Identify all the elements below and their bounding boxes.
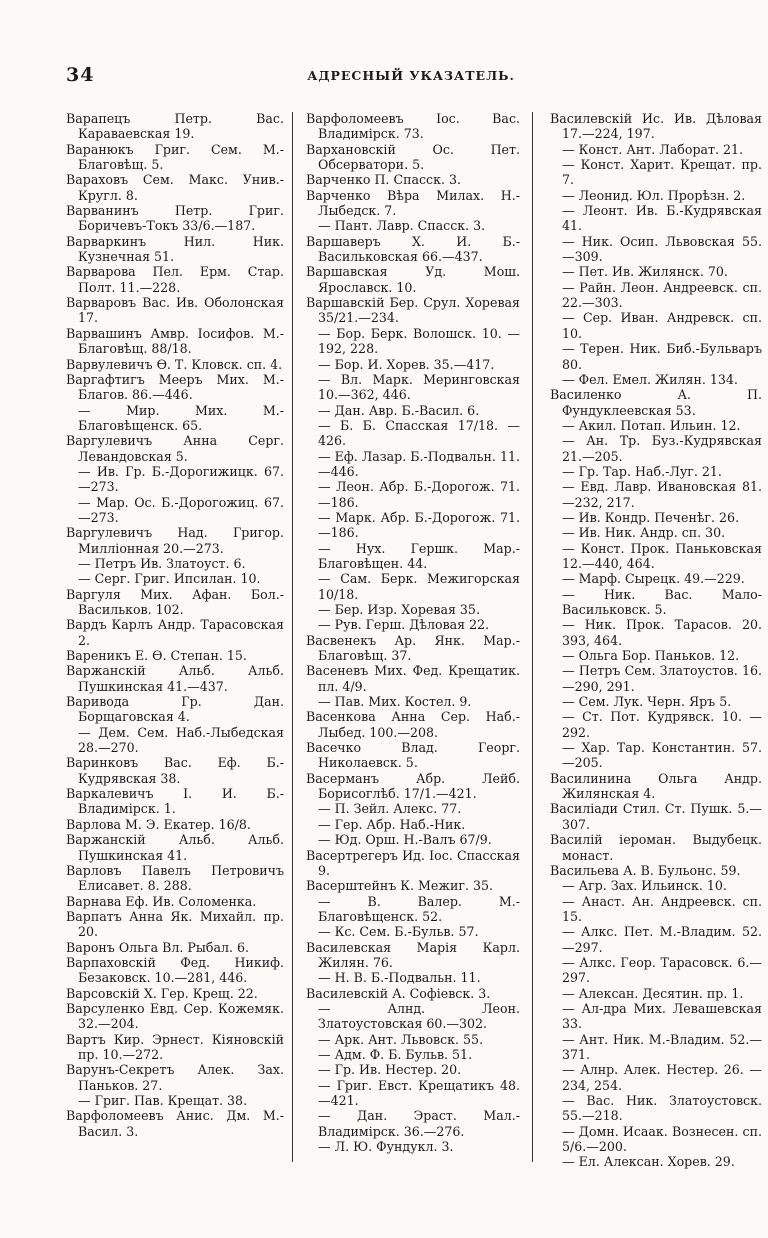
directory-subentry: — Серг. Григ. Ипсилан. 10. <box>66 571 284 586</box>
directory-subentry: — Мар. Ос. Б.-Дорогожиц. 67.—273. <box>66 495 284 526</box>
directory-entry: Васерманъ Абр. Лейб. Борисоглѣб. 17/1.—421. <box>306 770 520 802</box>
directory-subentry: — Б. Б. Спасская 17/18. —426. <box>306 418 520 449</box>
directory-subentry: — Мир. Мих. М.-Благовѣщенск. 65. <box>66 403 284 434</box>
directory-entry: Вараховъ Сем. Макс. Унив.-Кругл. 8. <box>66 172 284 203</box>
directory-entry: Варпаховскій Фед. Никиф. Безаковск. 10.—281, 446. <box>66 954 284 986</box>
directory-subentry: — Фел. Емел. Жилян. 134. <box>550 372 762 387</box>
column-middle <box>306 111 520 1154</box>
directory-subentry: — Алкс. Пет. М.-Владим. 52.—297. <box>550 924 762 955</box>
directory-subentry: — Григ. Евст. Крещатикъ 48.—421. <box>306 1078 520 1109</box>
directory-entry: Варунъ-Секретъ Алек. Зах. Паньков. 27. <box>66 1062 284 1093</box>
directory-subentry: — Юд. Орш. Н.-Валъ 67/9. <box>306 832 520 847</box>
directory-entry: Василевскій Ис. Ив. Дѣловая 17.—224, 197. <box>550 111 762 142</box>
directory-entry: Варванинъ Петр. Григ. Боричевъ-Токъ 33/6.—187. <box>66 203 284 234</box>
directory-subentry: — Арк. Ант. Львовск. 55. <box>306 1032 520 1047</box>
directory-subentry: — Конст. Харит. Крещат. пр. 7. <box>550 157 762 188</box>
directory-subentry: — Кс. Сем. Б.-Бульв. 57. <box>306 924 520 939</box>
directory-entry: Варнава Еф. Ив. Соломенка. <box>66 893 257 909</box>
column-divider-right <box>532 112 533 1162</box>
directory-entry: Василинина Ольга Андр. Жилянская 4. <box>550 770 762 802</box>
directory-entry: Василіади Стил. Ст. Пушк. 5.—307. <box>550 801 762 832</box>
directory-subentry: — Домн. Исаак. Вознесен. сп. 5/6.—200. <box>550 1124 762 1155</box>
directory-entry: Варвашинъ Амвр. Іосифов. М.-Благовѣщ. 88/18. <box>66 325 284 357</box>
directory-subentry: — Гр. Ив. Нестер. 20. <box>306 1062 520 1077</box>
directory-subentry: — Ант. Ник. М.-Владим. 52.—371. <box>550 1032 762 1063</box>
directory-subentry: — Леонид. Юл. Прорѣзн. 2. <box>550 188 762 203</box>
directory-subentry: — Ник. Прок. Тарасов. 20. 393, 464. <box>550 617 762 648</box>
directory-entry: Васенкова Анна Сер. Наб.-Лыбед. 100.—208. <box>306 709 520 740</box>
directory-subentry: — Акил. Потап. Ильин. 12. <box>550 418 762 433</box>
directory-entry: Варонъ Ольга Вл. Рыбал. 6. <box>66 939 249 955</box>
column-left <box>66 111 284 1139</box>
directory-subentry: — Ел. Алексан. Хорев. 29. <box>550 1154 762 1169</box>
directory-subentry: — Анаст. Ан. Андреевск. сп. 15. <box>550 894 762 925</box>
directory-subentry: — Райн. Леон. Андреевск. сп. 22.—303. <box>550 280 762 311</box>
directory-subentry: — Вл. Марк. Меринговская 10.—362, 446. <box>306 372 520 403</box>
directory-subentry: — Алнр. Алек. Нестер. 26. —234, 254. <box>550 1062 762 1093</box>
directory-entry: Варгуля Мих. Афан. Бол.-Васильков. 102. <box>66 586 284 617</box>
directory-entry: Варсовскій Х. Гер. Крещ. 22. <box>66 985 258 1001</box>
directory-subentry: — Петръ Сем. Златоустов. 16.—290, 291. <box>550 663 762 694</box>
directory-subentry: — Дем. Сем. Наб.-Лыбедская 28.—270. <box>66 725 284 756</box>
directory-entry: Васечко Влад. Георг. Николаевск. 5. <box>306 740 520 771</box>
directory-subentry: — Петръ Ив. Златоуст. 6. <box>66 556 284 571</box>
directory-entry: Варваровъ Вас. Ив. Оболонская 17. <box>66 295 284 326</box>
directory-subentry: — Алнд. Леон. Златоустовская 60.—302. <box>306 1001 520 1032</box>
directory-subentry: — Ан. Тр. Буз.-Кудрявская 21.—205. <box>550 433 762 464</box>
directory-entry: Варшаверъ Х. И. Б.-Васильковская 66.—437. <box>306 233 520 265</box>
page-title: АДРЕСНЫЙ УКАЗАТЕЛЬ. <box>307 68 515 83</box>
directory-subentry: — Григ. Пав. Крещат. 38. <box>66 1093 284 1108</box>
directory-entry: Васильева А. В. Бульонс. 59. <box>550 862 741 878</box>
directory-entry: Вардъ Карлъ Андр. Тарасовская 2. <box>66 617 284 648</box>
directory-entry: Васерштейнъ К. Межиг. 35. <box>306 878 493 894</box>
directory-entry: Варанюкъ Григ. Сем. М.-Благовѣщ. 5. <box>66 141 284 173</box>
directory-entry: Варлова М. Э. Екатер. 16/8. <box>66 816 251 832</box>
directory-entry: Варченко П. Спасск. 3. <box>306 172 461 188</box>
directory-subentry: — Вас. Ник. Златоустовск. 55.—218. <box>550 1093 762 1124</box>
directory-entry: Вартъ Кир. Эрнест. Кіяновскій пр. 10.—272. <box>66 1031 284 1062</box>
column-right <box>550 111 762 1170</box>
directory-entry: Варапецъ Петр. Вас. Караваевская 19. <box>66 111 284 142</box>
directory-entry: Варварова Пел. Ерм. Стар. Полт. 11.—228. <box>66 264 284 295</box>
directory-entry: Варваркинъ Нил. Ник. Кузнечная 51. <box>66 233 284 265</box>
directory-entry: Васеневъ Мих. Фед. Крещатик. пл. 4/9. <box>306 663 520 694</box>
directory-entry: Василевскій А. Софіевск. 3. <box>306 985 491 1001</box>
directory-subentry: — Евд. Лавр. Ивановская 81.—232, 217. <box>550 479 762 510</box>
directory-subentry: — Нух. Гершк. Мар.-Благовѣщен. 44. <box>306 541 520 572</box>
directory-subentry: — Агр. Зах. Ильинск. 10. <box>550 878 762 893</box>
directory-entry: Варгулевичъ Над. Григор. Милліонная 20.—273. <box>66 525 284 556</box>
directory-subentry: — Алексан. Десятин. пр. 1. <box>550 986 762 1001</box>
directory-subentry: — Пет. Ив. Жилянск. 70. <box>550 264 762 279</box>
directory-entry: Варжанскій Альб. Альб. Пушкинская 41.—437. <box>66 663 284 694</box>
directory-subentry: — Конст. Ант. Лаборат. 21. <box>550 142 762 157</box>
directory-subentry: — Сем. Лук. Черн. Яръ 5. <box>550 694 762 709</box>
directory-subentry: — Ив. Ник. Андр. сп. 30. <box>550 525 762 540</box>
directory-subentry: — Ник. Осип. Львовская 55.—309. <box>550 234 762 265</box>
directory-subentry: — П. Зейл. Алекс. 77. <box>306 801 520 816</box>
directory-entry: Варфоломеевъ Іос. Вас. Владимірск. 73. <box>306 111 520 142</box>
directory-entry: Варгафтигъ Мееръ Мих. М.-Благов. 86.—446. <box>66 371 284 403</box>
directory-entry: Варловъ Павелъ Петровичъ Елисавет. 8. 288. <box>66 862 284 894</box>
directory-entry: Вархановскій Ос. Пет. Обсерватори. 5. <box>306 141 520 173</box>
directory-subentry: — Конст. Прок. Паньковская 12.—440, 464. <box>550 541 762 572</box>
directory-subentry: — Гр. Тар. Наб.-Луг. 21. <box>550 464 762 479</box>
directory-subentry: — Леон. Абр. Б.-Дорогож. 71.—186. <box>306 479 520 510</box>
directory-entry: Варпатъ Анна Як. Михайл. пр. 20. <box>66 908 284 940</box>
directory-entry: Варшавскій Бер. Срул. Хоревая 35/21.—234. <box>306 295 520 326</box>
directory-subentry: — Терен. Ник. Биб.-Бульваръ 80. <box>550 341 762 372</box>
directory-entry: Василенко А. П. Фундуклеевская 53. <box>550 387 762 418</box>
directory-subentry: — В. Валер. М.-Благовѣщенск. 52. <box>306 894 520 925</box>
directory-entry: Варвулевичъ Ѳ. Т. Кловск. сп. 4. <box>66 356 283 372</box>
directory-subentry: — Сер. Иван. Андревск. сп. 10. <box>550 310 762 341</box>
directory-entry: Варсуленко Евд. Сер. Кожемяк. 32.—204. <box>66 1000 284 1032</box>
directory-subentry: — Ст. Пот. Кудрявск. 10. —292. <box>550 709 762 740</box>
directory-subentry: — Леонт. Ив. Б.-Кудрявская 41. <box>550 203 762 234</box>
directory-entry: Варкалевичъ І. И. Б.-Владимірск. 1. <box>66 786 284 817</box>
directory-subentry: — Марф. Сырецк. 49.—229. <box>550 571 762 586</box>
directory-entry: Варжанскій Альб. Альб. Пушкинская 41. <box>66 832 284 863</box>
directory-subentry: — Алкс. Геор. Тарасовск. 6.—297. <box>550 955 762 986</box>
directory-subentry: — Бор. Берк. Волошск. 10. —192, 228. <box>306 326 520 357</box>
directory-subentry: — Бор. И. Хорев. 35.—417. <box>306 357 520 372</box>
column-divider-left <box>292 112 293 1162</box>
directory-subentry: — Марк. Абр. Б.-Дорогож. 71.—186. <box>306 510 520 541</box>
directory-subentry: — Гер. Абр. Наб.-Ник. <box>306 817 520 832</box>
directory-entry: Васертрегеръ Ид. Іос. Спасская 9. <box>306 847 520 878</box>
directory-subentry: — Адм. Ф. Б. Бульв. 51. <box>306 1047 520 1062</box>
directory-subentry: — Л. Ю. Фундукл. 3. <box>306 1139 520 1154</box>
directory-entry: Василій іероман. Выдубецк. монаст. <box>550 832 762 863</box>
directory-subentry: — Еф. Лазар. Б.-Подвальн. 11.—446. <box>306 449 520 480</box>
directory-entry: Варшавская Уд. Мош. Ярославск. 10. <box>306 264 520 295</box>
directory-subentry: — Дан. Эраст. Мал.-Владимірск. 36.—276. <box>306 1108 520 1139</box>
page-number: 34 <box>66 64 95 86</box>
directory-entry: Васвенекъ Ар. Янк. Мар.-Благовѣщ. 37. <box>306 632 520 664</box>
directory-entry: Варфоломеевъ Анис. Дм. М.-Васил. 3. <box>66 1108 284 1139</box>
directory-subentry: — Пав. Мих. Костел. 9. <box>306 694 520 709</box>
page-header <box>66 64 756 86</box>
directory-subentry: — Пант. Лавр. Спасск. 3. <box>306 218 520 233</box>
directory-subentry: — Н. В. Б.-Подвальн. 11. <box>306 970 520 985</box>
directory-entry: Варивода Гр. Дан. Борщаговская 4. <box>66 694 284 725</box>
directory-subentry: — Хар. Тар. Константин. 57.—205. <box>550 740 762 771</box>
directory-subentry: — Бер. Изр. Хоревая 35. <box>306 602 520 617</box>
directory-entry: Варинковъ Вас. Еф. Б.-Кудрявская 38. <box>66 755 284 786</box>
directory-entry: Василевская Марія Карл. Жилян. 76. <box>306 939 520 970</box>
directory-subentry: — Ив. Гр. Б.-Дорогижицк. 67.—273. <box>66 464 284 495</box>
directory-subentry: — Ал-дра Мих. Левашевская 33. <box>550 1001 762 1032</box>
directory-subentry: — Дан. Авр. Б.-Васил. 6. <box>306 403 520 418</box>
directory-entry: Вареникъ Е. Ѳ. Степан. 15. <box>66 648 247 664</box>
directory-subentry: — Ив. Кондр. Печенѣг. 26. <box>550 510 762 525</box>
directory-subentry: — Сам. Берк. Межигорская 10/18. <box>306 571 520 602</box>
directory-entry: Варченко Вѣра Милах. Н.-Лыбедск. 7. <box>306 187 520 219</box>
directory-subentry: — Ник. Вас. Мало-Васильковск. 5. <box>550 587 762 618</box>
directory-entry: Варгулевичъ Анна Серг. Левандовская 5. <box>66 433 284 464</box>
directory-subentry: — Ольга Бор. Паньков. 12. <box>550 648 762 663</box>
directory-subentry: — Рув. Герш. Дѣловая 22. <box>306 617 520 632</box>
